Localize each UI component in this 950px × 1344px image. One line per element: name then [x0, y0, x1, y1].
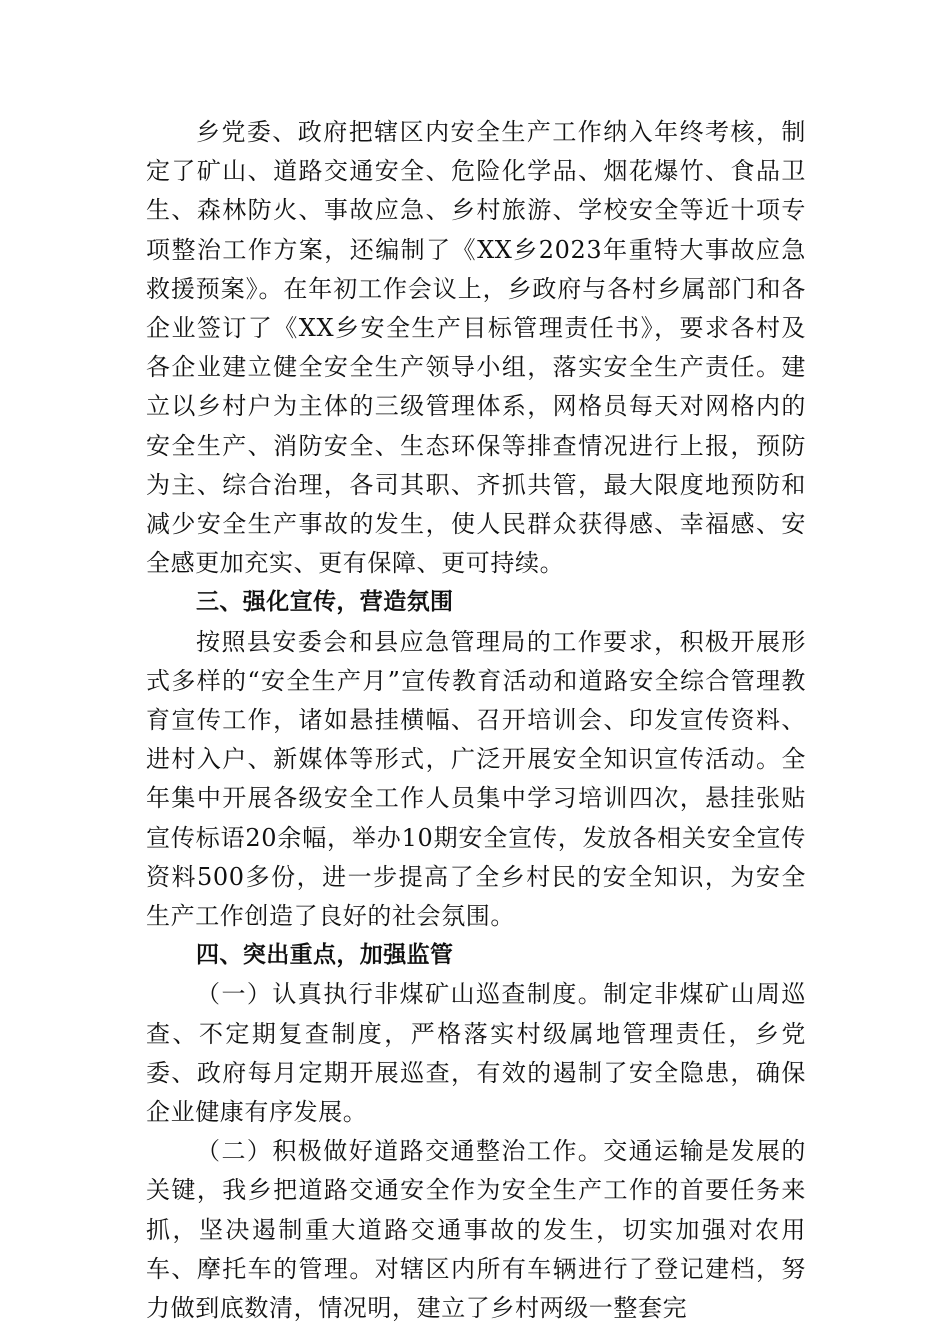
section-heading-supervision: 四、突出重点，加强监管 — [196, 942, 454, 969]
paragraph-road-traffic: （二）积极做好道路交通整治工作。交通运输是发展的关键，我乡把道路交通安全作为安全生产工作的首要任务来抓，坚决遏制重大道路交通事故的发生，切实加强对农用车、摩托车的管理。对辖区内所有车辆进行了登记建档，努力做到底数清，情况明，建立了乡村两级一整套完 — [146, 1137, 806, 1323]
paragraph-mine-inspection: （一）认真执行非煤矿山巡查制度。制定非煤矿山周巡查、不定期复查制度，严格落实村级属地管理责任，乡党委、政府每月定期开展巡查，有效的遏制了安全隐患，确保企业健康有序发展。 — [146, 980, 806, 1127]
document-body — [146, 113, 806, 1328]
paragraph-safety-responsibility: 乡党委、政府把辖区内安全生产工作纳入年终考核，制定了矿山、道路交通安全、危险化学品、烟花爆竹、食品卫生、森林防火、事故应急、乡村旅游、学校安全等近十项专项整治工作方案，还编制了《XX乡2023年重特大事故应急救援预案》。在年初工作会议上，乡政府与各村乡属部门和各企业签订了《XX乡安全生产目标管理责任书》，要求各村及各企业建立健全安全生产领导小组，落实安全生产责任。建立以乡村户为主体的三级管理体系，网格员每天对网格内的安全生产、消防安全、生态环保等排查情况进行上报，预防为主、综合治理，各司其职、齐抓共管，最大限度地预防和减少安全生产事故的发生，使人民群众获得感、幸福感、安全感更加充实、更有保障、更可持续。 — [146, 118, 806, 578]
section-heading-publicity: 三、强化宣传，营造氛围 — [196, 589, 454, 616]
paragraph-publicity-activities: 按照县安委会和县应急管理局的工作要求，积极开展形式多样的“安全生产月”宣传教育活动和道路安全综合管理教育宣传工作，诸如悬挂横幅、召开培训会、印发宣传资料、进村入户、新媒体等形式，广泛开展安全知识宣传活动。全年集中开展各级安全工作人员集中学习培训四次，悬挂张贴宣传标语20余幅，举办10期安全宣传，发放各相关安全宣传资料500多份，进一步提高了全乡村民的安全知识，为安全生产工作创造了良好的社会氛围。 — [146, 627, 806, 931]
